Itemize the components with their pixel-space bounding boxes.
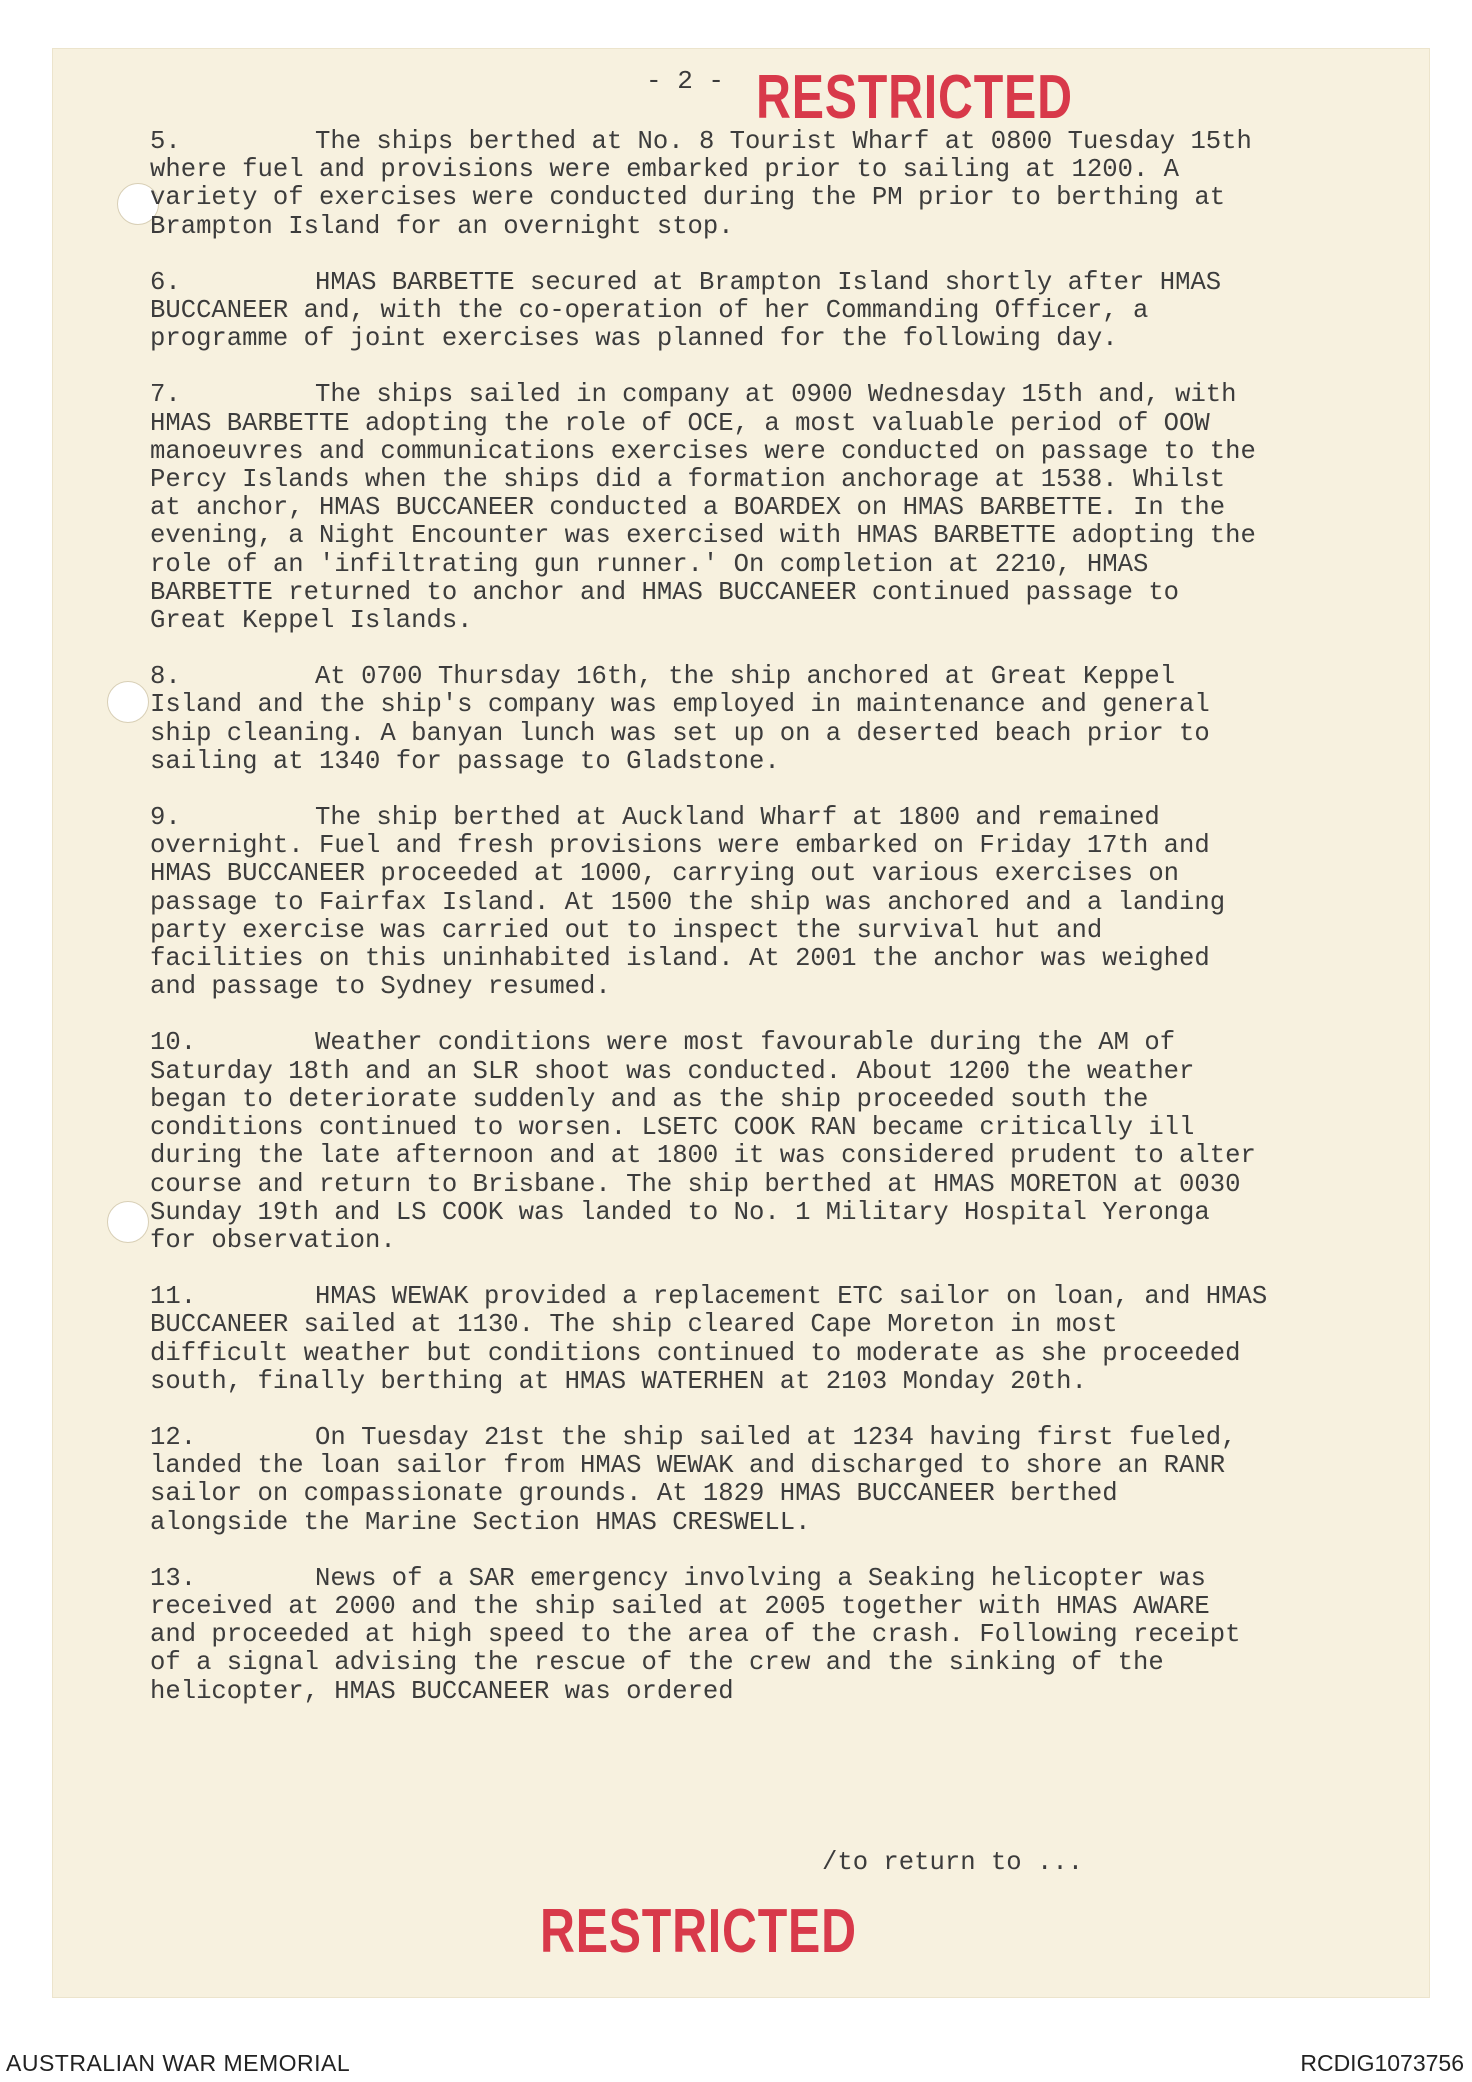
paragraph-number: 7. bbox=[150, 380, 181, 410]
continuation-note: /to return to ... bbox=[822, 1848, 1084, 1877]
classification-stamp-bottom: RESTRICTED bbox=[540, 1897, 857, 1966]
paragraph-5 bbox=[150, 128, 1270, 241]
paragraph-8 bbox=[150, 663, 1270, 776]
paragraph-9 bbox=[150, 804, 1270, 1001]
paragraph-text: At 0700 Thursday 16th, the ship anchored at Great Keppel Island and the ship's company was employed in maintenance and general ship cleaning. A banyan lunch was set up on a deserted beach prior to sailing at 1340 for passage to Gladstone. bbox=[150, 662, 1210, 776]
paragraph-6 bbox=[150, 269, 1270, 354]
paragraph-number: 12. bbox=[150, 1422, 197, 1452]
classification-stamp-top: RESTRICTED bbox=[756, 63, 1073, 132]
punch-hole bbox=[107, 681, 149, 723]
paragraph-number: 8. bbox=[150, 662, 181, 692]
punch-hole bbox=[107, 1201, 149, 1243]
paragraph-13 bbox=[150, 1565, 1270, 1706]
paragraph-text: On Tuesday 21st the ship sailed at 1234 having first fueled, landed the loan sailor from HMAS WEWAK and discharged to shore an RANR sailor on compassionate grounds. At 1829 HMAS BUCCANEER berthed alongside the Marine Section HMAS CRESWELL. bbox=[150, 1422, 1237, 1537]
paragraph-12 bbox=[150, 1424, 1270, 1537]
paragraph-number: 5. bbox=[150, 127, 181, 156]
record-id: RCDIG1073756 bbox=[1300, 2050, 1464, 2076]
paragraph-number: 13. bbox=[150, 1563, 197, 1593]
paragraph-text: HMAS BARBETTE secured at Brampton Island shortly after HMAS BUCCANEER and, with the co-operation of her Commanding Officer, a programme of joint exercises was planned for the following day. bbox=[150, 267, 1222, 354]
page-number: - 2 - bbox=[646, 66, 725, 96]
paragraph-text: News of a SAR emergency involving a Seaking helicopter was received at 2000 and the ship sailed at 2005 together with HMAS AWARE and proceeded at high speed to the area of the crash. Following receipt of a signal advising the rescue of the crew and the sinking of the helicopter, HMAS BUCCANEER was ordered bbox=[150, 1563, 1241, 1706]
archive-credit: AUSTRALIAN WAR MEMORIAL bbox=[6, 2050, 351, 2076]
paragraph-text: The ships berthed at No. 8 Tourist Wharf at 0800 Tuesday 15th where fuel and provisions were embarked prior to sailing at 1200. A variety of exercises were conducted during the PM prior to berthing at Brampton Island for an overnight stop. bbox=[150, 127, 1252, 241]
paragraph-10 bbox=[150, 1029, 1270, 1255]
paragraph-number: 6. bbox=[150, 267, 181, 297]
paragraph-text: Weather conditions were most favourable during the AM of Saturday 18th and an SLR shoot was conducted. About 1200 the weather began to deteriorate suddenly and as the ship proceeded south the conditions continued to worsen. LSETC COOK RAN became critically ill during the late afternoon and at 1800 it was considered prudent to alter course and return to Brisbane. The ship berthed at HMAS MORETON at 0030 Sunday 19th and LS COOK was landed to No. 1 Military Hospital Yeronga for observation. bbox=[150, 1028, 1256, 1255]
paragraph-7 bbox=[150, 381, 1270, 635]
document-body bbox=[150, 128, 1270, 1734]
paragraph-text: The ships sailed in company at 0900 Wednesday 15th and, with HMAS BARBETTE adopting the role of OCE, a most valuable period of OOW manoeuvres and communications exercises were conducted on passage to the Percy Islands when the ships did a formation anchorage at 1538. Whilst at anchor, HMAS BUCCANEER conducted a BOARDEX on HMAS BARBETTE. In the evening, a Night Encounter was exercised with HMAS BARBETTE adopting the role of an 'infiltrating gun runner.' On completion at 2210, HMAS BARBETTE returned to anchor and HMAS BUCCANEER continued passage to Great Keppel Islands. bbox=[150, 380, 1256, 636]
paragraph-number: 9. bbox=[150, 803, 181, 833]
paragraph-11 bbox=[150, 1283, 1270, 1396]
paragraph-text: HMAS WEWAK provided a replacement ETC sailor on loan, and HMAS BUCCANEER sailed at 1130. The ship cleared Cape Moreton in most difficult weather but conditions continued to moderate as she proceeded south, finally berthing at HMAS WATERHEN at 2103 Monday 20th. bbox=[150, 1282, 1268, 1396]
paragraph-number: 10. bbox=[150, 1028, 197, 1058]
paragraph-number: 11. bbox=[150, 1282, 197, 1312]
paragraph-text: The ship berthed at Auckland Wharf at 1800 and remained overnight. Fuel and fresh provisions were embarked on Friday 17th and HMAS BUCCANEER proceeded at 1000, carrying out various exercises on passage to Fairfax Island. At 1500 the ship was anchored and a landing party exercise was carried out to inspect the survival hut and facilities on this uninhabited island. At 2001 the anchor was weighed and passage to Sydney resumed. bbox=[150, 803, 1226, 1002]
